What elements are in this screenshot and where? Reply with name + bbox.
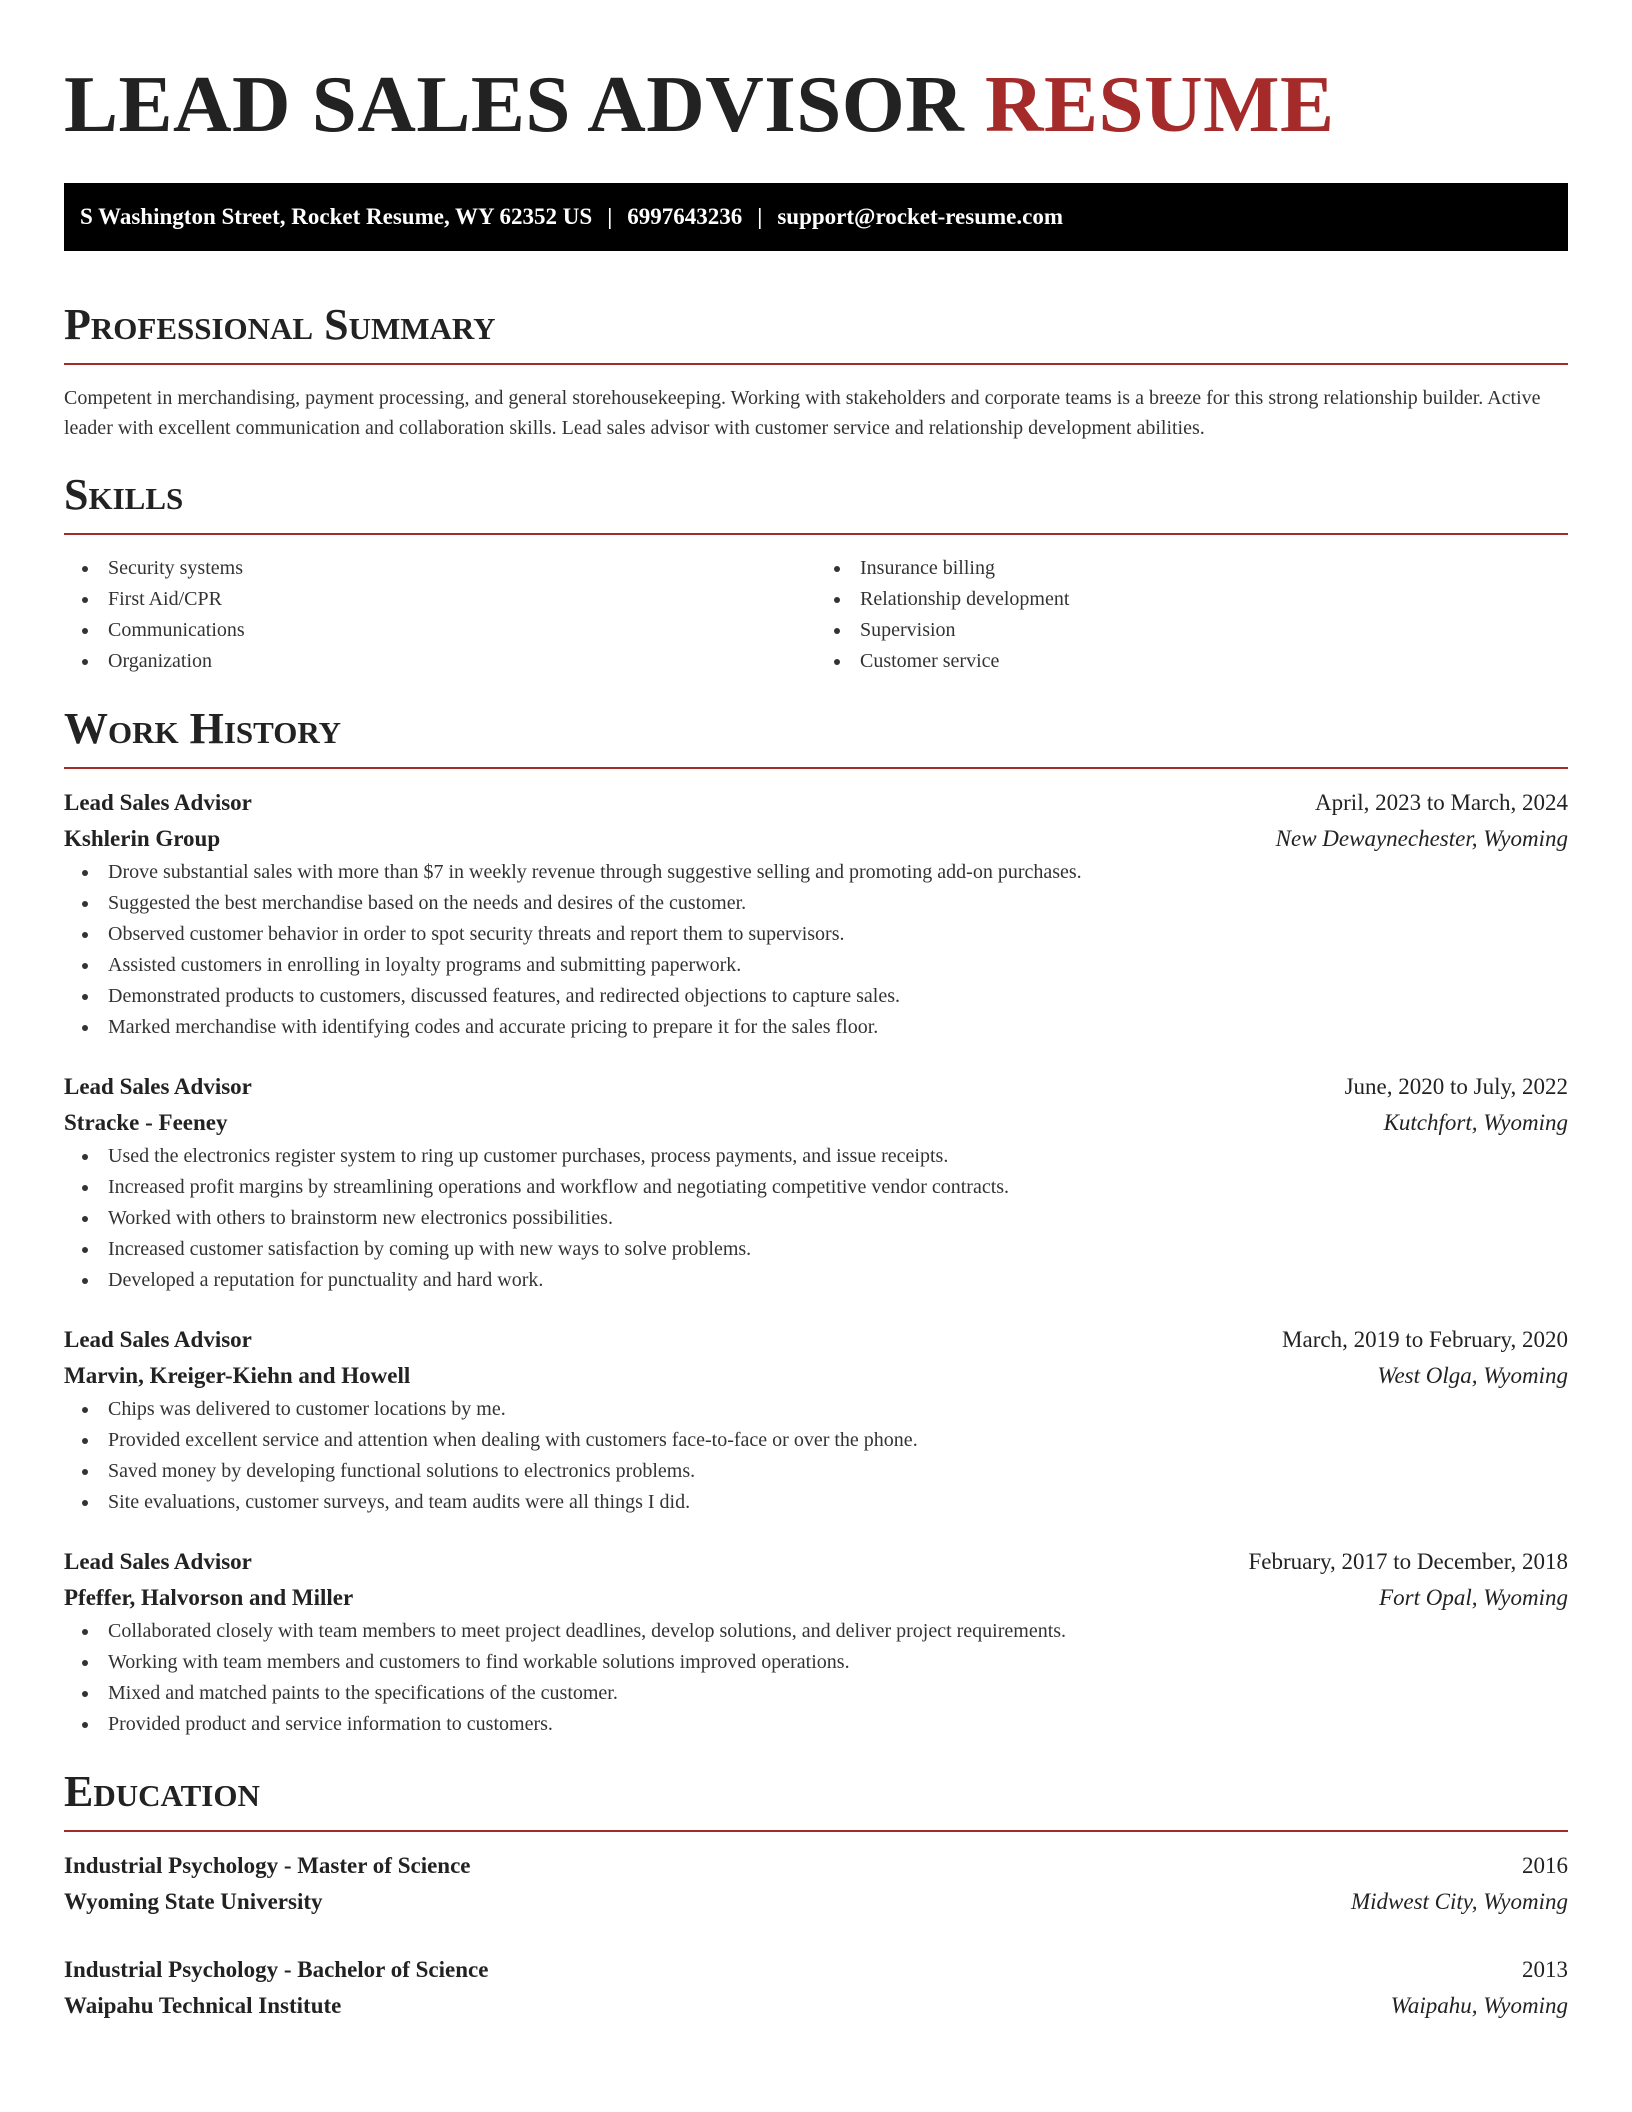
job-company: Kshlerin Group: [64, 826, 221, 851]
education-school: Waipahu Technical Institute: [64, 1993, 342, 2018]
job-bullet: Assisted customers in enrolling in loyalty programs and submitting paperwork.: [64, 950, 1568, 981]
contact-email[interactable]: support@rocket-resume.com: [777, 204, 1063, 229]
education-degree: Industrial Psychology - Bachelor of Science: [64, 1957, 489, 1982]
job-entry: [64, 1544, 1568, 1740]
skills-list-right: [816, 553, 1568, 677]
job-location: Fort Opal, Wyoming: [1379, 1585, 1568, 1610]
section-divider: [64, 363, 1568, 365]
job-bullet-list: [64, 857, 1568, 1043]
job-bullet: Site evaluations, customer surveys, and team audits were all things I did.: [64, 1487, 1568, 1518]
section-divider: [64, 533, 1568, 535]
education-degree: Industrial Psychology - Master of Science: [64, 1853, 471, 1878]
title-accent: RESUME: [985, 59, 1335, 149]
job-bullet: Increased profit margins by streamlining operations and workflow and negotiating competitive vendor contracts.: [64, 1172, 1568, 1203]
job-company: Stracke - Feeney: [64, 1110, 228, 1135]
job-title: Lead Sales Advisor: [64, 1327, 252, 1352]
job-dates: June, 2020 to July, 2022: [1344, 1074, 1568, 1099]
education-year: 2013: [1522, 1957, 1568, 1982]
skill-item: Customer service: [816, 646, 1568, 677]
job-bullet-list: [64, 1141, 1568, 1296]
job-bullet: Provided excellent service and attention when dealing with customers face-to-face or over the phone.: [64, 1425, 1568, 1456]
summary-text: Competent in merchandising, payment processing, and general storehousekeeping. Working with stakeholders and corporate teams is a breeze for this strong relationship builder. Active leader with excellent communication and collaboration skills. Lead sales advisor with customer service and relationship development abilities.: [64, 387, 1541, 439]
skill-item: First Aid/CPR: [64, 584, 816, 615]
job-entry: [64, 1069, 1568, 1296]
job-bullet: Suggested the best merchandise based on the needs and desires of the customer.: [64, 888, 1568, 919]
job-bullet: Mixed and matched paints to the specifications of the customer.: [64, 1678, 1568, 1709]
job-company: Pfeffer, Halvorson and Miller: [64, 1585, 354, 1610]
skill-item: Supervision: [816, 615, 1568, 646]
job-header-row: [64, 1544, 1568, 1580]
skills-grid: [64, 553, 1568, 677]
job-bullet: Developed a reputation for punctuality and hard work.: [64, 1265, 1568, 1296]
contact-separator: |: [757, 204, 763, 229]
job-bullet: Observed customer behavior in order to spot security threats and report them to supervisors.: [64, 919, 1568, 950]
job-company: Marvin, Kreiger-Kiehn and Howell: [64, 1363, 411, 1388]
section-divider: [64, 767, 1568, 769]
section-divider: [64, 1830, 1568, 1832]
work-history-section: [64, 704, 1568, 1740]
summary-heading: Professional Summary: [64, 300, 496, 349]
job-bullet: Marked merchandise with identifying codes and accurate pricing to prepare it for the sales floor.: [64, 1012, 1568, 1043]
skill-item: Communications: [64, 615, 816, 646]
job-company-row: [64, 821, 1568, 857]
job-bullet: Demonstrated products to customers, discussed features, and redirected objections to capture sales.: [64, 981, 1568, 1012]
job-title: Lead Sales Advisor: [64, 1074, 252, 1099]
job-location: New Dewaynechester, Wyoming: [1275, 826, 1568, 851]
education-year: 2016: [1522, 1853, 1568, 1878]
job-entry: [64, 785, 1568, 1043]
job-title: Lead Sales Advisor: [64, 790, 252, 815]
job-company-row: [64, 1358, 1568, 1394]
job-bullet-list: [64, 1616, 1568, 1740]
skills-heading: Skills: [64, 470, 184, 519]
education-school-row: [64, 1988, 1568, 2024]
contact-separator: |: [607, 204, 613, 229]
job-entry: [64, 1322, 1568, 1518]
job-header-row: [64, 785, 1568, 821]
education-entry: [64, 1952, 1568, 2024]
summary-section: [64, 300, 1568, 443]
job-bullet: Increased customer satisfaction by coming up with new ways to solve problems.: [64, 1234, 1568, 1265]
job-bullet: Used the electronics register system to ring up customer purchases, process payments, and issue receipts.: [64, 1141, 1568, 1172]
education-section: [64, 1767, 1568, 2024]
skills-list-left: [64, 553, 816, 677]
job-dates: April, 2023 to March, 2024: [1315, 790, 1568, 815]
job-header-row: [64, 1069, 1568, 1105]
job-company-row: [64, 1580, 1568, 1616]
job-location: Kutchfort, Wyoming: [1383, 1110, 1568, 1135]
job-location: West Olga, Wyoming: [1377, 1363, 1568, 1388]
job-bullet: Saved money by developing functional solutions to electronics problems.: [64, 1456, 1568, 1487]
education-degree-row: [64, 1952, 1568, 1988]
education-location: Waipahu, Wyoming: [1390, 1993, 1568, 2018]
job-bullet-list: [64, 1394, 1568, 1518]
job-bullet: Drove substantial sales with more than $7 in weekly revenue through suggestive selling and promoting add-on purchases.: [64, 857, 1568, 888]
job-bullet: Working with team members and customers to find workable solutions improved operations.: [64, 1647, 1568, 1678]
job-bullet: Provided product and service information to customers.: [64, 1709, 1568, 1740]
resume-title: [64, 0, 1568, 149]
skill-item: Insurance billing: [816, 553, 1568, 584]
job-bullet: Chips was delivered to customer locations by me.: [64, 1394, 1568, 1425]
contact-phone[interactable]: 6997643236: [627, 204, 743, 229]
education-school: Wyoming State University: [64, 1889, 323, 1914]
education-degree-row: [64, 1848, 1568, 1884]
job-company-row: [64, 1105, 1568, 1141]
skill-item: Relationship development: [816, 584, 1568, 615]
job-dates: March, 2019 to February, 2020: [1282, 1327, 1568, 1352]
education-school-row: [64, 1884, 1568, 1920]
education-location: Midwest City, Wyoming: [1350, 1889, 1568, 1914]
skills-section: [64, 470, 1568, 677]
job-header-row: [64, 1322, 1568, 1358]
contact-address: S Washington Street, Rocket Resume, WY 62352 US: [80, 204, 593, 229]
contact-bar: [64, 183, 1568, 251]
title-main: LEAD SALES ADVISOR: [64, 59, 965, 149]
work-history-heading: Work History: [64, 704, 342, 753]
skill-item: Organization: [64, 646, 816, 677]
job-dates: February, 2017 to December, 2018: [1248, 1549, 1568, 1574]
education-entry: [64, 1848, 1568, 1920]
skill-item: Security systems: [64, 553, 816, 584]
job-bullet: Worked with others to brainstorm new electronics possibilities.: [64, 1203, 1568, 1234]
education-heading: Education: [64, 1767, 260, 1816]
job-bullet: Collaborated closely with team members to meet project deadlines, develop solutions, and deliver project requirements.: [64, 1616, 1568, 1647]
job-title: Lead Sales Advisor: [64, 1549, 252, 1574]
